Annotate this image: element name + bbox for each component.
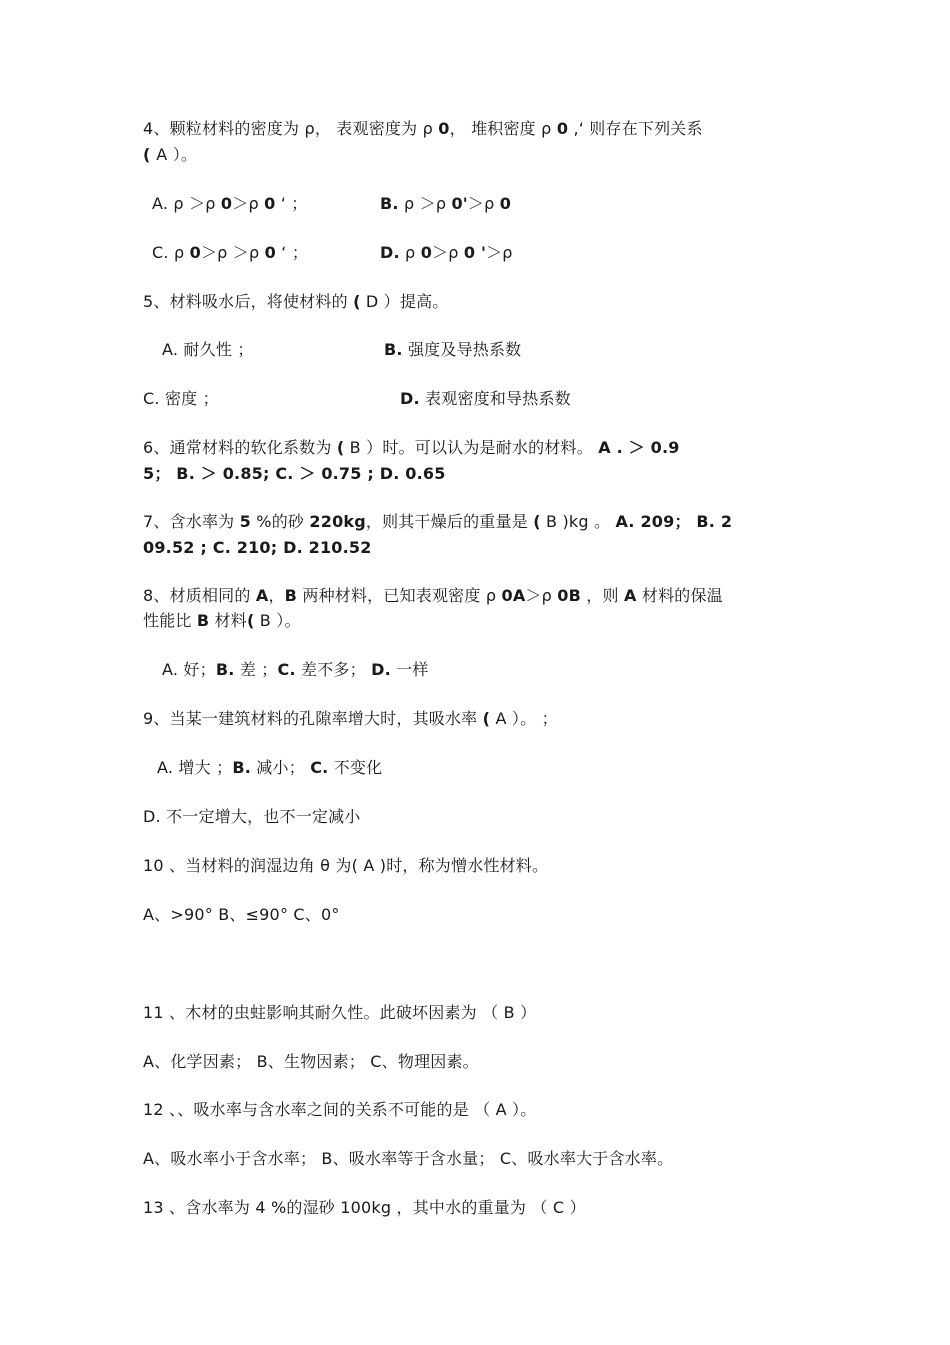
- q9-option-d: D. 不一定增大，也不一定减小: [143, 807, 361, 826]
- q4-option-a: A. ρ ＞ρ 0＞ρ 0 ‘ ；: [152, 194, 308, 213]
- q6-stem-line2: 5； B. ＞ 0.85; C. ＞ 0.75 ; D. 0.65: [143, 464, 446, 483]
- q4-stem-line2: ( A ）。: [143, 145, 198, 164]
- q10-options: A、>90° B、≤90° C、0°: [143, 905, 340, 924]
- q8-stem-line2: 性能比 B 材料( B ）。: [143, 611, 301, 630]
- q4-option-b: B. ρ ＞ρ 0'＞ρ 0: [380, 194, 512, 213]
- q9-stem: 9、当某一建筑材料的孔隙率增大时，其吸水率 ( A ）。 ；: [143, 709, 558, 728]
- q7-stem-line1: 7、含水率为 5 %的砂 220kg，则其干燥后的重量是 ( B )kg 。 A. 209； B. 2: [143, 512, 733, 531]
- q5-option-b: B. 强度及导热系数: [384, 340, 522, 359]
- q6-stem-line1: 6、通常材料的软化系数为 ( B ）时。可以认为是耐水的材料。 A . ＞ 0.9: [143, 438, 680, 457]
- q4-option-c: C. ρ 0＞ρ ＞ρ 0 ‘ ；: [152, 243, 309, 262]
- q5-option-a: A. 耐久性 ；: [162, 340, 254, 359]
- q12-stem: 12 、、吸水率与含水率之间的关系不可能的是 （ A ）。: [143, 1100, 537, 1119]
- q7-stem-line2: 09.52 ; C. 210; D. 210.52: [143, 538, 372, 557]
- q12-options: A、吸水率小于含水率； B、吸水率等于含水量； C、吸水率大于含水率。: [143, 1149, 674, 1168]
- q4-stem-line1: 4、颗粒材料的密度为 ρ， 表观密度为 ρ 0， 堆积密度 ρ 0 ,‘ 则存在下列关系: [143, 119, 703, 138]
- q9-options: A. 增大 ；B. 减小； C. 不变化: [157, 758, 383, 777]
- q5-stem: 5、材料吸水后，将使材料的 ( D ）提高。: [143, 292, 449, 311]
- q8-options: A. 好；B. 差 ；C. 差不多； D. 一样: [162, 660, 429, 679]
- q10-stem: 10 、当材料的润湿边角 θ 为( A )时，称为憎水性材料。: [143, 856, 549, 875]
- q5-option-c: C. 密度 ；: [143, 389, 219, 408]
- q11-stem: 11 、木材的虫蛀影响其耐久性。此破坏因素为 （ B ）: [143, 1003, 537, 1022]
- q5-option-d: D. 表观密度和导热系数: [400, 389, 571, 408]
- q4-option-d: D. ρ 0＞ρ 0 '＞ρ: [380, 243, 513, 262]
- q11-options: A、化学因素； B、生物因素； C、物理因素。: [143, 1052, 479, 1071]
- q13-stem: 13 、含水率为 4 %的湿砂 100kg ，其中水的重量为 （ C ）: [143, 1198, 586, 1217]
- q8-stem-line1: 8、材质相同的 A，B 两种材料，已知表观密度 ρ 0A＞ρ 0B ，则 A 材料的保温: [143, 586, 723, 605]
